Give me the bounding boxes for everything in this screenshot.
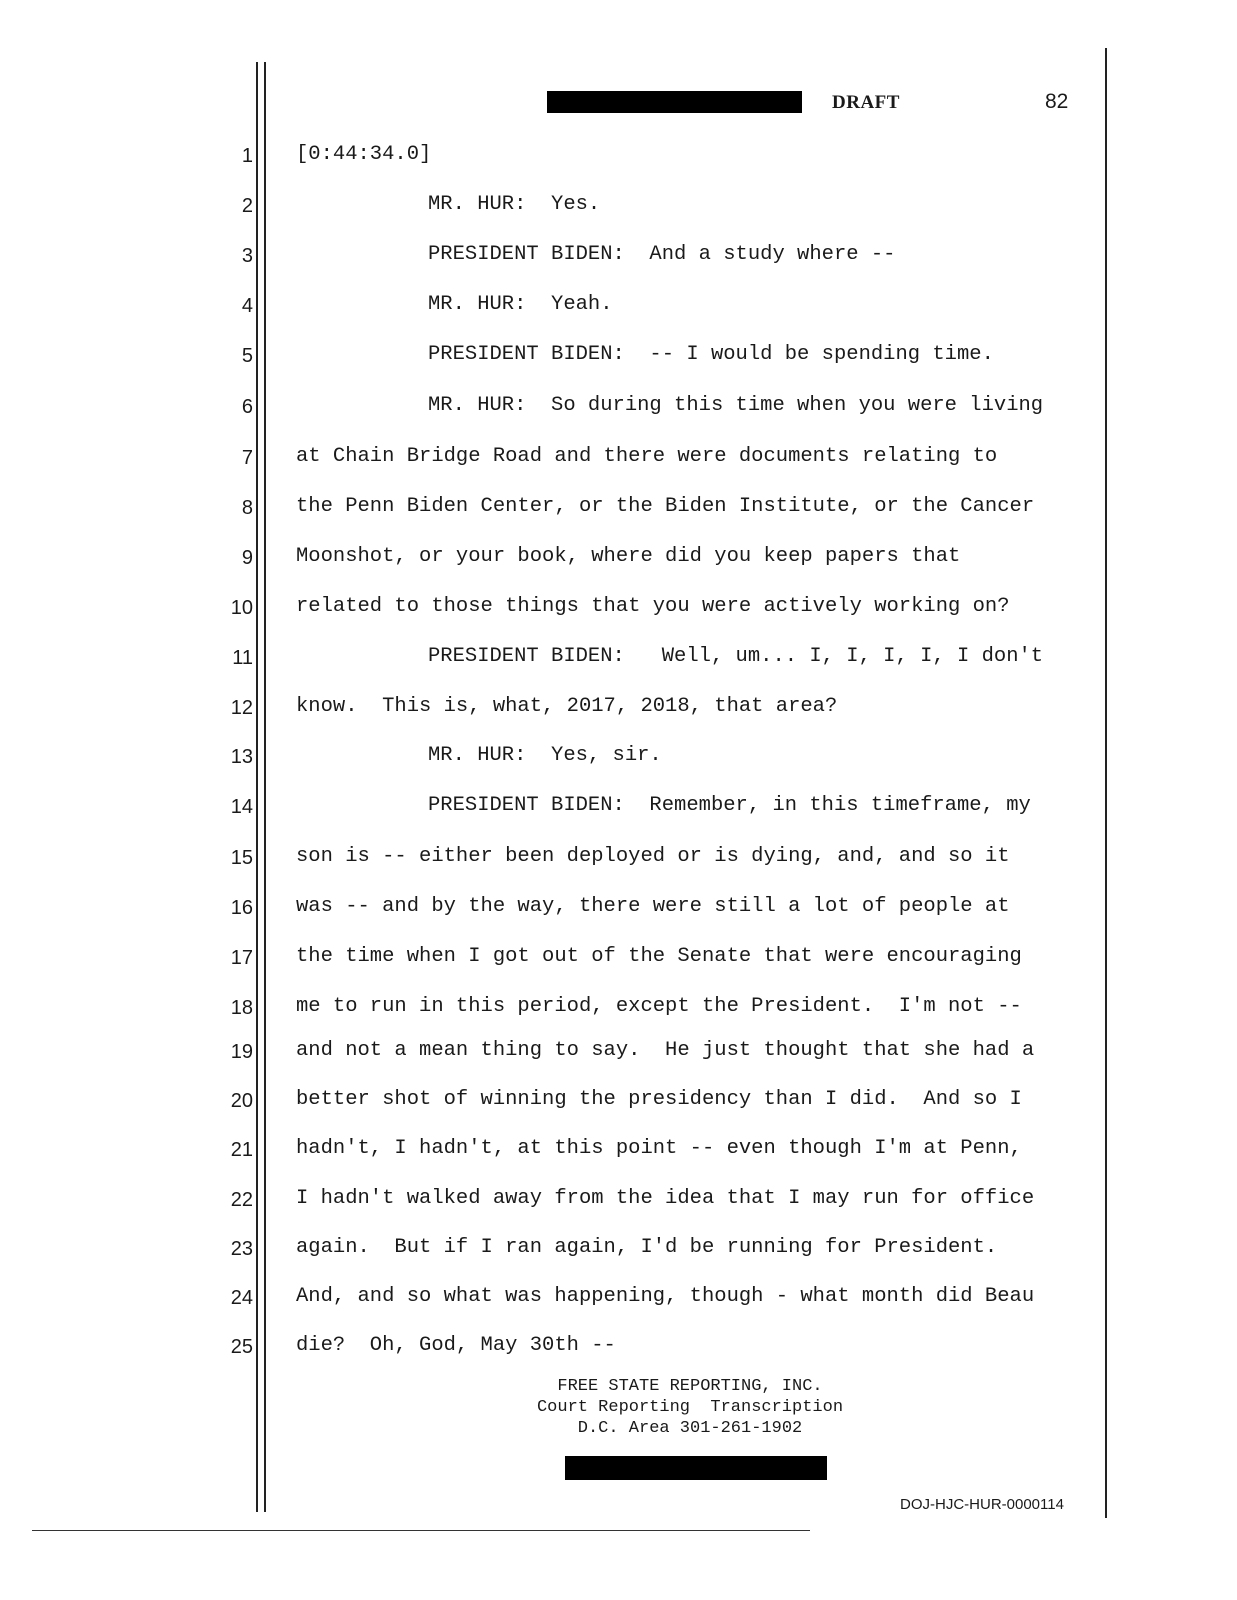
line-number: 14 bbox=[230, 796, 253, 818]
transcript-line: at Chain Bridge Road and there were documents relating to bbox=[296, 445, 998, 468]
line-number: 13 bbox=[230, 746, 253, 768]
bottom-rule bbox=[32, 1530, 810, 1531]
line-number: 5 bbox=[241, 345, 253, 367]
transcript-line: Moonshot, or your book, where did you keep papers that bbox=[296, 545, 961, 568]
transcript-line: know. This is, what, 2017, 2018, that area? bbox=[296, 695, 838, 718]
transcript-line: better shot of winning the presidency than I did. And so I bbox=[296, 1088, 1022, 1111]
line-number: 4 bbox=[241, 295, 253, 317]
line-number: 12 bbox=[230, 697, 253, 719]
transcript-line: MR. HUR: Yes, sir. bbox=[428, 744, 662, 767]
transcript-line: MR. HUR: Yes. bbox=[428, 193, 601, 216]
line-number: 15 bbox=[230, 847, 253, 869]
line-number: 19 bbox=[230, 1041, 253, 1063]
line-number: 8 bbox=[241, 497, 253, 519]
transcript-line: PRESIDENT BIDEN: Well, um... I, I, I, I, I don't bbox=[428, 645, 1044, 668]
transcript-line: MR. HUR: So during this time when you were living bbox=[428, 394, 1044, 417]
redaction-header bbox=[547, 91, 802, 113]
line-number: 3 bbox=[241, 245, 253, 267]
line-number: 20 bbox=[230, 1090, 253, 1112]
line-number: 11 bbox=[232, 647, 253, 669]
footer-company: FREE STATE REPORTING, INC. bbox=[557, 1377, 823, 1396]
line-number: 25 bbox=[230, 1336, 253, 1358]
transcript-line: me to run in this period, except the President. I'm not -- bbox=[296, 995, 1022, 1018]
line-number: 17 bbox=[230, 947, 253, 969]
transcript-line: again. But if I ran again, I'd be running for President. bbox=[296, 1236, 998, 1259]
left-margin-rule bbox=[256, 62, 258, 1512]
left-margin-rule-inner bbox=[264, 62, 266, 1512]
transcript-line: son is -- either been deployed or is dying, and, and so it bbox=[296, 845, 1010, 868]
transcript-line: And, and so what was happening, though - what month did Beau bbox=[296, 1285, 1035, 1308]
transcript-line: was -- and by the way, there were still a lot of people at bbox=[296, 895, 1010, 918]
line-number: 22 bbox=[230, 1189, 253, 1211]
redaction-footer bbox=[565, 1456, 827, 1480]
transcript-line: MR. HUR: Yeah. bbox=[428, 293, 613, 316]
transcript-line: PRESIDENT BIDEN: -- I would be spending time. bbox=[428, 343, 994, 366]
transcript-line: the time when I got out of the Senate that were encouraging bbox=[296, 945, 1022, 968]
transcript-line: and not a mean thing to say. He just thought that she had a bbox=[296, 1039, 1035, 1062]
transcript-line: related to those things that you were actively working on? bbox=[296, 595, 1010, 618]
right-margin-rule bbox=[1105, 48, 1107, 1518]
line-number: 16 bbox=[230, 897, 253, 919]
line-number: 23 bbox=[230, 1238, 253, 1260]
line-number: 10 bbox=[230, 597, 253, 619]
transcript-line: hadn't, I hadn't, at this point -- even though I'm at Penn, bbox=[296, 1137, 1022, 1160]
line-number: 7 bbox=[241, 447, 253, 469]
transcript-line: the Penn Biden Center, or the Biden Institute, or the Cancer bbox=[296, 495, 1035, 518]
transcript-line: [0:44:34.0] bbox=[296, 143, 432, 166]
line-number: 18 bbox=[230, 997, 253, 1019]
footer-service: Court Reporting Transcription bbox=[536, 1398, 844, 1417]
transcript-line: PRESIDENT BIDEN: And a study where -- bbox=[428, 243, 896, 266]
line-number: 9 bbox=[241, 547, 253, 569]
page-number: 82 bbox=[1045, 90, 1069, 113]
line-number: 2 bbox=[241, 195, 253, 217]
line-number: 6 bbox=[241, 396, 253, 418]
transcript-line: I hadn't walked away from the idea that I may run for office bbox=[296, 1187, 1035, 1210]
transcript-line: PRESIDENT BIDEN: Remember, in this timeframe, my bbox=[428, 794, 1031, 817]
line-number: 1 bbox=[241, 145, 253, 167]
footer-phone: D.C. Area 301-261-1902 bbox=[577, 1419, 803, 1438]
line-number: 21 bbox=[230, 1139, 253, 1161]
bates-number: DOJ-HJC-HUR-0000114 bbox=[900, 1496, 1064, 1513]
transcript-line: die? Oh, God, May 30th -- bbox=[296, 1334, 616, 1357]
draft-label: DRAFT bbox=[832, 92, 900, 113]
line-number: 24 bbox=[230, 1287, 253, 1309]
